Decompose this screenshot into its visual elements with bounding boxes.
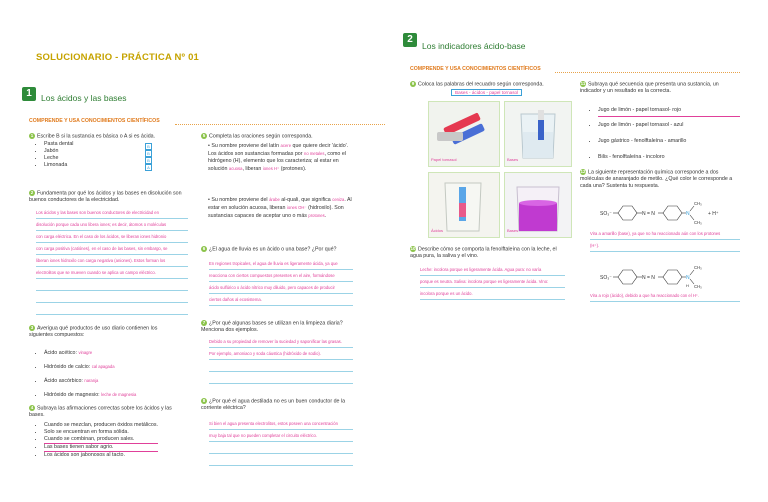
answer-line: ácido sulfúrico o ácido nítrico muy diluido, pero capaces de producir	[209, 282, 353, 294]
list-item: • Jugo de limón - papel tornasol - azul	[598, 117, 740, 133]
q4-list	[36, 422, 158, 459]
answer-line	[209, 454, 353, 466]
page-title: SOLUCIONARIO - PRÁCTICA Nº 01	[36, 52, 200, 63]
question-text: Escribe B si la sustancia es básica o A si es ácida.	[37, 133, 156, 140]
q3-list	[36, 346, 186, 402]
svg-text:N = N: N = N	[642, 211, 655, 217]
question-number: 2	[30, 190, 34, 195]
answer-line: electrolitos que se mueven cuando se aplica un campo eléctrico.	[36, 267, 188, 279]
question-4	[29, 405, 184, 419]
answer-line: Vira a amarillo (base), ya que no ha reaccionado aún con los protones	[590, 228, 740, 240]
question-3	[29, 325, 179, 339]
answer-text: cal apagada	[91, 364, 115, 369]
answer-box[interactable]: B	[145, 143, 152, 150]
section-title-2: Los indicadores ácido-base	[422, 41, 526, 51]
svg-text:N: N	[686, 275, 690, 281]
list-item: • Cuando se mezclan, producen óxidos metálicos.	[44, 422, 158, 429]
question-number: 9	[411, 81, 415, 86]
list-item: • Hidróxido de calcio: cal apagada	[44, 360, 186, 374]
photo-caption: Ácidos	[431, 228, 444, 233]
section-title-1: Los ácidos y las bases	[41, 93, 127, 103]
q5-bullet-1: • Su nombre proviene del latín acere que quiere decir 'ácido'. Los ácidos son sustancias formadas por no metales, como el hidrógeno (H), elemento que los caracteriza; al estar en solución acuosa, liberan iones H⁺ (protones).	[208, 143, 349, 172]
section-number-1: 1	[22, 87, 36, 101]
molecule-diagram-1	[600, 198, 750, 226]
photo-caption: Bases	[507, 228, 519, 233]
question-1	[29, 133, 199, 140]
question-7	[201, 320, 361, 334]
answer-text: leche de magnesia	[101, 392, 137, 397]
question-text: ¿Por qué algunas bases se utilizan en la limpieza diaria? Menciona dos ejemplos.	[201, 320, 343, 334]
question-2	[29, 190, 189, 204]
list-item: • Solo se encuentran en forma sólida.	[44, 429, 158, 436]
answer-line: liberan iones hidroxilo con carga negativa (aniones). Estos forman los	[36, 255, 188, 267]
q1-list	[36, 141, 73, 169]
question-number: 11	[580, 81, 586, 86]
molecule-diagram-2	[600, 262, 750, 290]
svg-text:CH₃: CH₃	[694, 201, 702, 206]
photo-caption: Bases	[507, 157, 519, 162]
answer-line: reacciona con ciertos compuestos presentes en el aire, formándose	[209, 270, 353, 282]
answer-line: muy baja tal que no pueden completar el circuito eléctrico.	[209, 430, 353, 442]
question-12	[580, 169, 740, 190]
answer-line	[209, 442, 353, 454]
question-number: 10	[410, 246, 416, 251]
question-text: Subraya qué secuencia que presenta una sustancia, un indicador y un resultado es la correcta.	[580, 81, 719, 95]
subtitle-rule-2	[555, 72, 740, 73]
question-number: 3	[30, 325, 34, 330]
q2-answer	[36, 207, 188, 315]
question-text: ¿El agua de lluvia es un ácido o una base? ¿Por qué?	[209, 246, 337, 253]
question-text: Fundamenta por qué los ácidos y las bases en disolución son buenos conductores de la electricidad.	[29, 190, 182, 204]
answer-line: ciertos daños al ecosistema.	[209, 294, 353, 306]
molecule-structure-2	[600, 262, 750, 290]
question-number: 8	[202, 398, 206, 403]
section-subtitle-2: COMPRENDE Y USA CONOCIMIENTOS CIENTÍFICOS	[410, 66, 541, 72]
list-item: • Cuando se combinan, producen sales.	[44, 436, 158, 444]
answer-text: vinagre	[78, 350, 93, 355]
q7-answer	[209, 336, 353, 384]
question-5	[201, 133, 371, 140]
q12-answer-2	[590, 290, 740, 302]
question-text: Coloca las palabras del recuadro según corresponda.	[418, 81, 544, 88]
question-number: 1	[30, 133, 34, 138]
question-text: La siguiente representación química corresponde a dos moléculas de anaranjado de metilo. ¿Qué color le corresponde a cada una? Sustenta tu respuesta.	[580, 169, 733, 190]
question-number: 5	[202, 133, 206, 138]
answer-text: naranja	[84, 378, 99, 383]
svg-text:+ H⁺: + H⁺	[708, 211, 719, 217]
list-item: • Bilis - fenolftaleína - incoloro	[598, 149, 740, 165]
molecule-structure-1	[600, 198, 750, 226]
question-number: 7	[202, 320, 206, 325]
answer-line	[36, 291, 188, 303]
question-text: Averigua qué productos de uso diario contienen los siguientes compuestos:	[29, 325, 158, 339]
answer-line: incolora porque es un ácido.	[420, 288, 565, 300]
answer-line	[36, 303, 188, 315]
q12-answer-1	[590, 228, 740, 252]
question-6	[201, 246, 371, 253]
answer-line	[209, 372, 353, 384]
svg-text:CH₃: CH₃	[694, 265, 702, 270]
svg-text:SO₃⁻: SO₃⁻	[600, 211, 612, 217]
svg-text:H: H	[686, 283, 689, 288]
question-10	[410, 246, 560, 260]
answer-box[interactable]: B	[145, 150, 152, 157]
q10-answer	[420, 264, 565, 300]
list-item: • Jugo de limón - papel tornasol- rojo	[598, 104, 740, 117]
question-number: 6	[202, 246, 206, 251]
answer-line	[36, 279, 188, 291]
svg-text:CH₃: CH₃	[694, 220, 702, 225]
photo-caption: Papel tornasol	[431, 157, 457, 162]
svg-text:CH₃: CH₃	[694, 284, 702, 289]
answer-line: Los ácidos y las bases son buenos conductores de electricidad en	[36, 207, 188, 219]
list-item: • Hidróxido de magnesio: leche de magnesia	[44, 388, 186, 402]
question-9	[410, 81, 570, 88]
answer-box[interactable]: A	[145, 164, 152, 171]
answer-line: Leche: incolora porque es ligeramente ácida. Agua pura: no varía	[420, 264, 565, 276]
question-text: Completa las oraciones según corresponda.	[209, 133, 313, 140]
list-item: • Jugo gástrico - fenolftaleína - amarillo	[598, 133, 740, 149]
question-8	[201, 398, 361, 412]
q8-answer	[209, 418, 353, 466]
q5-bullet-2: • Su nombre proviene del árabe al-quali, que significa ceniza. Al estar en solución acuosa, liberan iones OH⁻ (hidroxilo). Son sustancias capaces de aceptar uno o más protones.	[208, 197, 352, 219]
question-text: ¿Por qué el agua destilada no es un buen conductor de la corriente eléctrica?	[201, 398, 346, 412]
word-box: Bases - ácidos - papel tornasol	[451, 89, 522, 96]
answer-box[interactable]: B	[145, 157, 152, 164]
answer-line: disolución porque cada uno libera iones; es decir, átomos o moléculas	[36, 219, 188, 231]
answer-line: Vira a rojo (ácido), debido a que ha reaccionado con el H⁺.	[590, 290, 740, 302]
list-item: • Limonada	[44, 162, 73, 169]
list-item: • Pasta dental	[44, 141, 73, 148]
question-text: Describe cómo se comporta la fenolftaleína con la leche, el agua pura, la saliva y el vino.	[410, 246, 557, 260]
answer-line: con carga eléctrica. En el caso de los ácidos, se liberan iones hidronio	[36, 231, 188, 243]
list-item: • Jabón	[44, 148, 73, 155]
question-text: Subraya las afirmaciones correctas sobre los ácidos y las bases.	[29, 405, 172, 419]
answer-line: con carga positiva (catiónes), en el caso de las bases, sin embargo, se	[36, 243, 188, 255]
q11-list	[590, 104, 740, 165]
list-item: • Ácido ascórbico: naranja	[44, 374, 186, 388]
section-number-2: 2	[403, 33, 417, 47]
question-number: 12	[580, 169, 586, 174]
answer-line: Debido a su propiedad de remover la suciedad y saponificar las grasas.	[209, 336, 353, 348]
question-11	[580, 81, 740, 95]
answer-line: (H⁺).	[590, 240, 740, 252]
answer-line: Por ejemplo, amoniaco y soda cáustica (hidróxido de sodio).	[209, 348, 353, 360]
subtitle-rule-1	[175, 124, 385, 125]
answer-line: Si bien el agua presenta electrolitos, estos poseen una concentración	[209, 418, 353, 430]
question-number: 4	[30, 405, 34, 410]
section-subtitle-1: COMPRENDE Y USA CONOCIMIENTOS CIENTÍFICOS	[29, 118, 160, 124]
svg-text:N: N	[686, 211, 690, 217]
q6-answer	[209, 258, 353, 306]
svg-text:SO₃⁻: SO₃⁻	[600, 275, 612, 281]
answer-line: porque es neutra. Saliva: incolora porque es ligeramente ácida. Vino:	[420, 276, 565, 288]
list-item: • Los ácidos son jabonosos al tacto.	[44, 452, 158, 459]
svg-text:N = N: N = N	[642, 275, 655, 281]
list-item: • Leche	[44, 155, 73, 162]
answer-line	[209, 360, 353, 372]
list-item: • Las bases tienen sabor agrio.	[44, 444, 158, 452]
list-item: • Ácido acético: vinagre	[44, 346, 186, 360]
answer-line: En regiones tropicales, el agua de lluvia es ligeramente ácida, ya que	[209, 258, 353, 270]
